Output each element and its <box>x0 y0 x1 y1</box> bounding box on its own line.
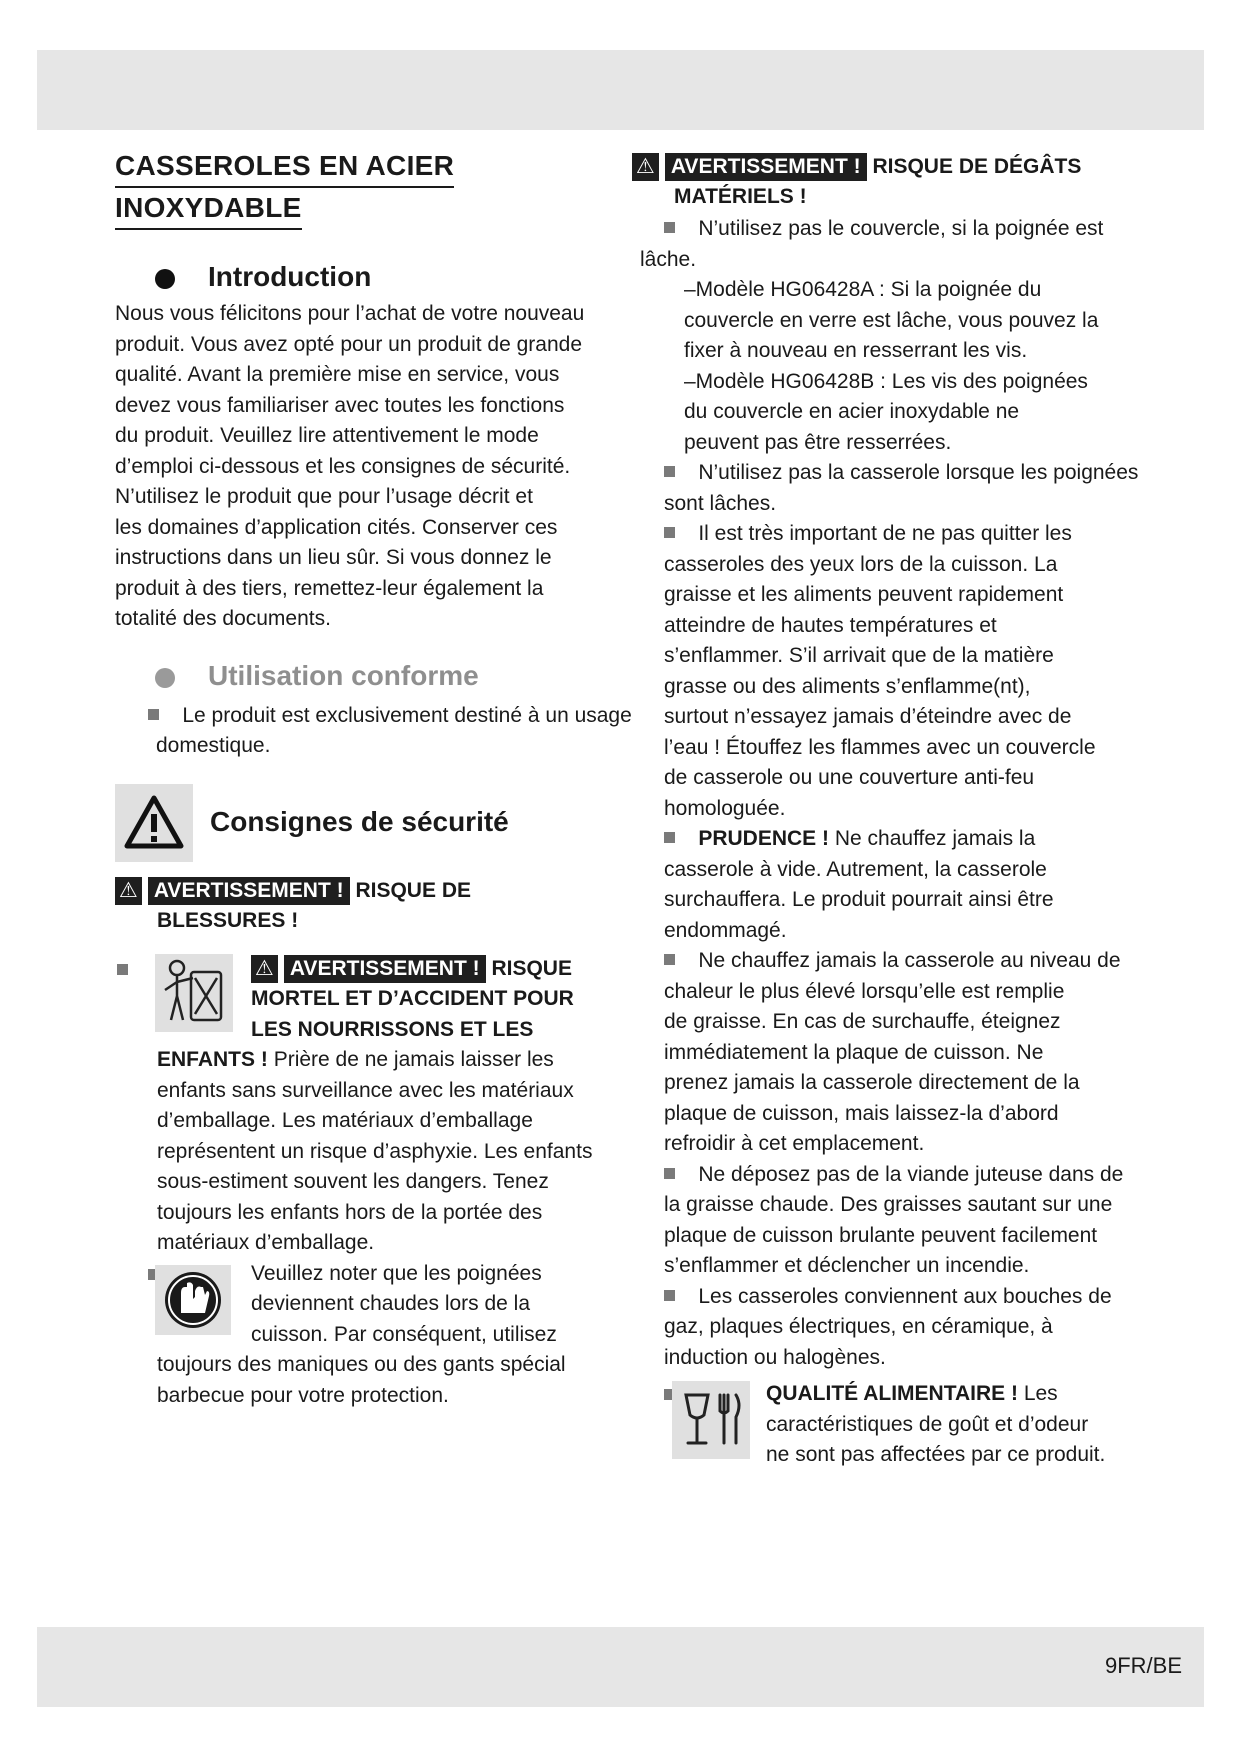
warning-triangle-icon: ⚠ <box>251 955 278 983</box>
prudence-item: PRUDENCE ! Ne chauffez jamais la casserole à vide. Autrement, la casserole surchauffera. Le produit pourrait ainsi être endommagé. <box>664 827 1054 942</box>
bullet-square-icon <box>664 1168 675 1179</box>
bullet-square-icon <box>664 954 675 965</box>
gloves-item: Veuillez noter que les poignées deviennent chaudes lors de la cuisson. Par conséquent, utilisez toujours des maniques ou des gants spécial barbecue pour votre protection. <box>115 1259 645 1412</box>
bullet-square-icon <box>117 964 128 975</box>
bullet-square-icon <box>148 709 159 720</box>
bullet-dot-icon <box>155 668 175 688</box>
juicy-meat-item: Ne déposez pas de la viande juteuse dans de la graisse chaude. Des graisses sautant sur une plaque de cuisson brulante peuvent facilement s’enflammer et déclencher un incendie. <box>664 1162 1124 1277</box>
header-band <box>37 50 1204 130</box>
introduction-heading: Introduction <box>115 260 645 294</box>
safety-heading-row <box>115 784 645 862</box>
hob-types-item: Les casseroles conviennent aux bouches de gaz, plaques électriques, en céramique, à induction ou halogènes. <box>664 1284 1112 1369</box>
warning-triangle-icon <box>115 784 193 862</box>
warning-triangle-icon: ⚠ <box>632 153 659 181</box>
lid-item: N’utilisez pas le couvercle, si la poignée est lâche. –Modèle HG06428A : Si la poignée du couvercle en verre est lâche, vous pouvez la fixer à nouveau en resserrant les vis. –Modèle HG06428B : Les vis des poignées du couvercle en acier inoxydable ne peuvent pas être resserrées. <box>632 214 1172 458</box>
intended-use-heading: Utilisation conforme <box>115 659 645 693</box>
warning-injury: ⚠ AVERTISSEMENT ! RISQUE DE BLESSURES ! <box>115 876 645 936</box>
bullet-square-icon <box>664 466 675 477</box>
food-quality-item: QUALITÉ ALIMENTAIRE ! Les caractéristiques de goût et d’odeur ne sont pas affectées par ce produit. <box>632 1379 1172 1471</box>
model-a-note: –Modèle HG06428A : Si la poignée du couvercle en verre est lâche, vous pouvez la fixer à nouveau en resserrant les vis. <box>684 278 1099 362</box>
bullet-square-icon <box>664 222 675 233</box>
introduction-text: Nous vous félicitons pour l’achat de votre nouveau produit. Vous avez opté pour un produit de grande qualité. Avant la première mise en service, vous devez vous familiariser avec toutes les fonctions du produit. Veuillez lire attentivement le mode d’emploi ci-dessous et les consignes de sécurité. N’utilisez le produit que pour l’usage décrit et les domaines d’application cités. Conserver ces instructions dans un lieu sûr. Si vous donnez le produit à des tiers, remettez-leur également la totalité des documents. <box>115 302 585 630</box>
bullet-square-icon <box>664 527 675 538</box>
model-b-note: –Modèle HG06428B : Les vis des poignées du couvercle en acier inoxydable ne peuvent pas être resserrées. <box>684 369 1088 454</box>
right-column <box>632 140 1172 1471</box>
supervision-item: Il est très important de ne pas quitter les casseroles des yeux lors de la cuisson. La graisse et les aliments peuvent rapidement atteindre de hautes températures et s’enflammer. S’il arrivait que de la matière grasse ou des aliments s’enflamme(nt), surtout n’essayez jamais d’éteindre avec de l’eau ! Étouffez les flammes avec un couvercle de casserole ou une couverture anti-feu homologuée. <box>664 522 1096 820</box>
handles-item: N’utilisez pas la casserole lorsque les poignées sont lâches. <box>664 461 1139 515</box>
bullet-dot-icon <box>155 269 175 289</box>
intended-use-item: Le produit est exclusivement destiné à un usage domestique. <box>115 701 645 762</box>
oven-gloves-icon <box>155 1265 231 1335</box>
food-safe-icon <box>672 1381 750 1459</box>
document-title: CASSEROLES EN ACIER INOXYDABLE <box>115 146 645 230</box>
children-warning-item: ⚠ AVERTISSEMENT ! RISQUE MORTEL ET D’ACCIDENT POUR LES NOURRISSONS ET LES ENFANTS ! Prière de ne jamais laisser les enfants sans surveillance avec les matériaux d’emballage. Les matériaux d’emballage représentent un risque d’asphyxie. Les enfants sous-estiment souvent les dangers. Tenez toujours les enfants hors de la portée des matériaux d’emballage. <box>115 954 645 1259</box>
page-number: 9FR/BE <box>1104 1653 1182 1678</box>
safety-heading: Consignes de sécurité <box>210 805 509 837</box>
footer-band <box>37 1627 1204 1707</box>
max-heat-item: Ne chauffez jamais la casserole au niveau de chaleur le plus élevé lorsqu’elle est remplie de graisse. En cas de surchauffe, éteignez immédiatement la plaque de cuisson. Ne prenez jamais la casserole directement de la plaque de cuisson, mais laissez-la d’abord refroidir à cet emplacement. <box>664 949 1121 1155</box>
child-safety-icon <box>155 954 233 1032</box>
left-column <box>115 140 645 1411</box>
warning-triangle-icon: ⚠ <box>115 877 142 905</box>
warning-property-damage: ⚠ AVERTISSEMENT ! RISQUE DE DÉGÂTS MATÉRIELS ! <box>632 152 1172 212</box>
bullet-square-icon <box>664 832 675 843</box>
bullet-square-icon <box>664 1290 675 1301</box>
